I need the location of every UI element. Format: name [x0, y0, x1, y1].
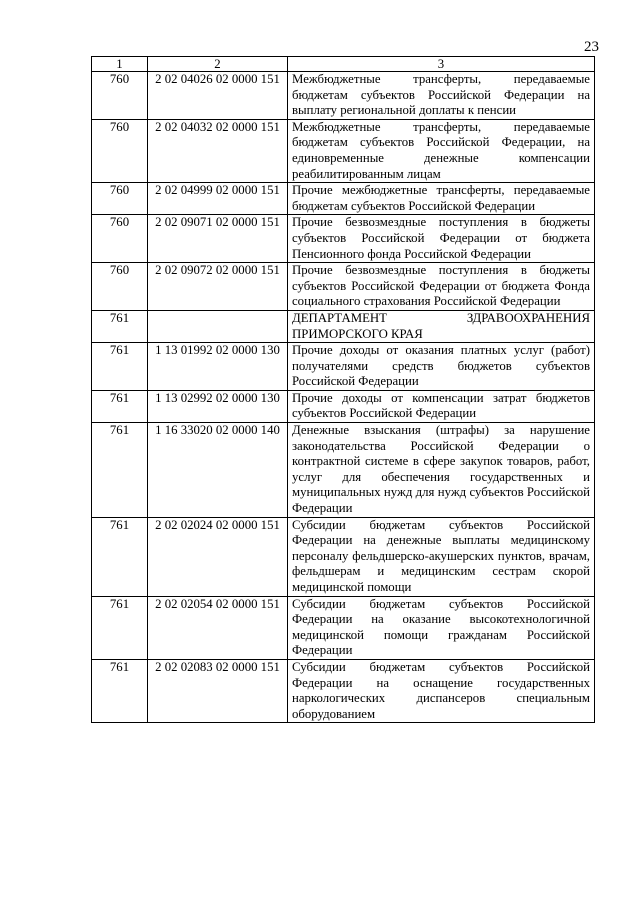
table-row: [92, 390, 595, 422]
admin-code-cell: 760: [92, 119, 148, 182]
budget-classification-code-cell: 2 02 04026 02 0000 151: [148, 72, 288, 120]
admin-code-cell: 761: [92, 390, 148, 422]
table-row: [92, 183, 595, 215]
table-row: [92, 215, 595, 263]
budget-classification-code-cell: 2 02 04032 02 0000 151: [148, 119, 288, 182]
admin-code-cell: 760: [92, 183, 148, 215]
admin-code-cell: 760: [92, 72, 148, 120]
admin-code-cell: 761: [92, 659, 148, 722]
revenue-name-cell: Прочие доходы от компенсации затрат бюджетов субъектов Российской Федерации: [288, 390, 595, 422]
budget-revenue-table: [91, 56, 595, 723]
table-row: [92, 596, 595, 659]
revenue-name-cell: Денежные взыскания (штрафы) за нарушение законодательства Российской Федерации о контрактной системе в сфере закупок товаров, работ, услуг для обеспечения государственных и муниципальных нужд для нужд субъектов Российской Федерации: [288, 423, 595, 518]
budget-classification-code-cell: 2 02 02054 02 0000 151: [148, 596, 288, 659]
budget-classification-code-cell: [148, 310, 288, 342]
table-row: [92, 119, 595, 182]
revenue-name-cell: Прочие доходы от оказания платных услуг (работ) получателями средств бюджетов субъектов Российской Федерации: [288, 343, 595, 391]
admin-code-cell: 760: [92, 263, 148, 311]
table-row: [92, 343, 595, 391]
budget-classification-code-cell: 1 13 02992 02 0000 130: [148, 390, 288, 422]
revenue-name-cell: Прочие межбюджетные трансферты, передаваемые бюджетам субъектов Российской Федерации: [288, 183, 595, 215]
revenue-name-cell: Субсидии бюджетам субъектов Российской Федерации на денежные выплаты медицинскому персоналу фельдшерско-акушерских пунктов, врачам, фельдшерам и медицинским сестрам скорой медицинской помощи: [288, 517, 595, 596]
budget-classification-code-cell: 2 02 09071 02 0000 151: [148, 215, 288, 263]
page-number: 23: [584, 39, 599, 55]
admin-code-cell: 761: [92, 310, 148, 342]
revenue-name-cell: Субсидии бюджетам субъектов Российской Федерации на оснащение государственных наркологических диспансеров специальным оборудованием: [288, 659, 595, 722]
table-row: [92, 517, 595, 596]
admin-code-cell: 761: [92, 343, 148, 391]
table-header-row: [92, 57, 595, 72]
table-row: [92, 659, 595, 722]
budget-classification-code-cell: 2 02 09072 02 0000 151: [148, 263, 288, 311]
revenue-name-cell: Прочие безвозмездные поступления в бюджеты субъектов Российской Федерации от бюджета Пенсионного фонда Российской Федерации: [288, 215, 595, 263]
budget-classification-code-cell: 1 13 01992 02 0000 130: [148, 343, 288, 391]
admin-code-cell: 761: [92, 596, 148, 659]
budget-classification-code-cell: 2 02 02024 02 0000 151: [148, 517, 288, 596]
table-row: [92, 72, 595, 120]
column-header-2: 2: [148, 57, 288, 72]
revenue-name-cell: ДЕПАРТАМЕНТ ЗДРАВООХРАНЕНИЯ ПРИМОРСКОГО КРАЯ: [288, 310, 595, 342]
column-header-3: 3: [288, 57, 595, 72]
revenue-name-cell: Межбюджетные трансферты, передаваемые бюджетам субъектов Российской Федерации на выплату региональной доплаты к пенсии: [288, 72, 595, 120]
revenue-name-cell: Субсидии бюджетам субъектов Российской Федерации на оказание высокотехнологичной медицинской помощи гражданам Российской Федерации: [288, 596, 595, 659]
table-row: [92, 263, 595, 311]
budget-classification-code-cell: 1 16 33020 02 0000 140: [148, 423, 288, 518]
revenue-name-cell: Межбюджетные трансферты, передаваемые бюджетам субъектов Российской Федерации, на единовременные денежные компенсации реабилитированным лицам: [288, 119, 595, 182]
revenue-name-cell: Прочие безвозмездные поступления в бюджеты субъектов Российской Федерации от бюджета Фонда социального страхования Российской Федерации: [288, 263, 595, 311]
table-row: [92, 310, 595, 342]
admin-code-cell: 761: [92, 517, 148, 596]
column-header-1: 1: [92, 57, 148, 72]
admin-code-cell: 760: [92, 215, 148, 263]
admin-code-cell: 761: [92, 423, 148, 518]
budget-classification-code-cell: 2 02 04999 02 0000 151: [148, 183, 288, 215]
table-row: [92, 423, 595, 518]
budget-classification-code-cell: 2 02 02083 02 0000 151: [148, 659, 288, 722]
